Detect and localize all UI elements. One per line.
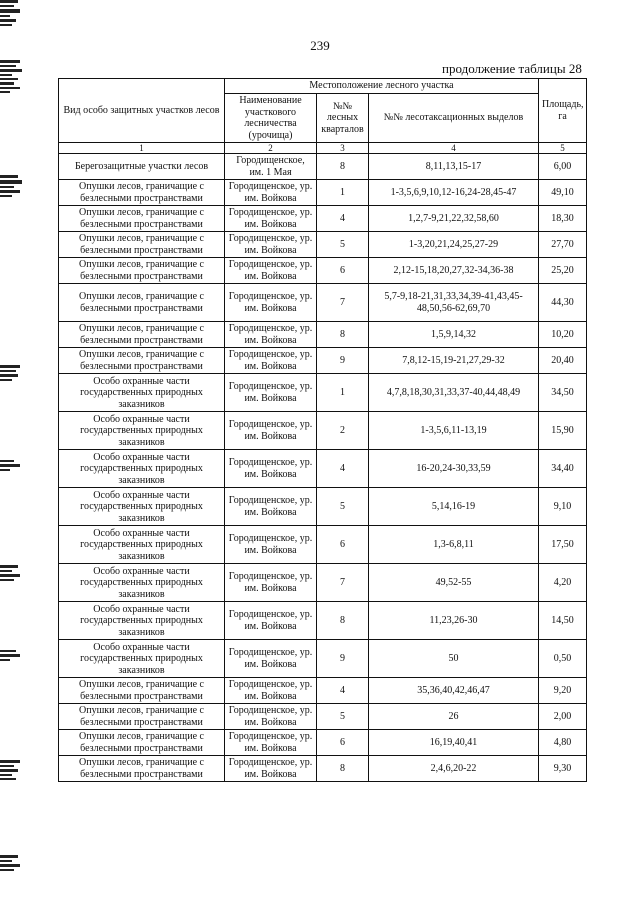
cell-protection-type: Опушки лесов, граничащие с безлесными пространствами bbox=[59, 258, 225, 284]
cell-protection-type: Опушки лесов, граничащие с безлесными пространствами bbox=[59, 730, 225, 756]
cell-quarter: 9 bbox=[317, 348, 369, 374]
cell-protection-type: Опушки лесов, граничащие с безлесными пространствами bbox=[59, 232, 225, 258]
table-row bbox=[59, 450, 587, 488]
cell-protection-type: Особо охранные части государственных природных заказников bbox=[59, 488, 225, 526]
cell-area: 0,50 bbox=[539, 640, 587, 678]
cell-forestry: Городищенское, ур. им. Войкова bbox=[225, 322, 317, 348]
cell-area: 10,20 bbox=[539, 322, 587, 348]
table-row bbox=[59, 154, 587, 180]
table-body bbox=[59, 154, 587, 782]
column-number: 1 bbox=[59, 143, 225, 154]
cell-sections: 1-3,5,6,11-13,19 bbox=[369, 412, 539, 450]
scan-edge-artifact bbox=[0, 760, 22, 782]
cell-protection-type: Особо охранные части государственных природных заказников bbox=[59, 412, 225, 450]
cell-sections: 7,8,12-15,19-21,27,29-32 bbox=[369, 348, 539, 374]
cell-protection-type: Особо охранные части государственных природных заказников bbox=[59, 602, 225, 640]
table-row bbox=[59, 730, 587, 756]
cell-quarter: 5 bbox=[317, 488, 369, 526]
cell-area: 34,40 bbox=[539, 450, 587, 488]
cell-quarter: 6 bbox=[317, 258, 369, 284]
cell-forestry: Городищенское, ур. им. Войкова bbox=[225, 232, 317, 258]
cell-forestry: Городищенское, ур. им. Войкова bbox=[225, 258, 317, 284]
cell-quarter: 7 bbox=[317, 564, 369, 602]
cell-quarter: 7 bbox=[317, 284, 369, 322]
table-row bbox=[59, 348, 587, 374]
cell-area: 15,90 bbox=[539, 412, 587, 450]
scan-edge-artifact bbox=[0, 855, 22, 873]
cell-quarter: 1 bbox=[317, 374, 369, 412]
cell-quarter: 9 bbox=[317, 640, 369, 678]
cell-area: 44,30 bbox=[539, 284, 587, 322]
table-row bbox=[59, 206, 587, 232]
scan-edge-artifact bbox=[0, 175, 22, 199]
cell-sections: 2,4,6,20-22 bbox=[369, 756, 539, 782]
table-row bbox=[59, 258, 587, 284]
cell-forestry: Городищенское, ур. им. Войкова bbox=[225, 678, 317, 704]
cell-forestry: Городищенское, ур. им. Войкова bbox=[225, 284, 317, 322]
cell-quarter: 2 bbox=[317, 412, 369, 450]
cell-protection-type: Опушки лесов, граничащие с безлесными пространствами bbox=[59, 206, 225, 232]
cell-sections: 8,11,13,15-17 bbox=[369, 154, 539, 180]
cell-forestry: Городищенское, ур. им. Войкова bbox=[225, 526, 317, 564]
cell-quarter: 1 bbox=[317, 180, 369, 206]
cell-protection-type: Опушки лесов, граничащие с безлесными пространствами bbox=[59, 678, 225, 704]
column-number-row bbox=[59, 143, 587, 154]
cell-quarter: 6 bbox=[317, 526, 369, 564]
cell-area: 17,50 bbox=[539, 526, 587, 564]
cell-protection-type: Опушки лесов, граничащие с безлесными пространствами bbox=[59, 180, 225, 206]
table-row bbox=[59, 526, 587, 564]
cell-sections: 35,36,40,42,46,47 bbox=[369, 678, 539, 704]
table-row bbox=[59, 602, 587, 640]
cell-sections: 50 bbox=[369, 640, 539, 678]
scan-edge-artifact bbox=[0, 60, 22, 95]
table-row bbox=[59, 488, 587, 526]
table-row bbox=[59, 704, 587, 730]
cell-protection-type: Опушки лесов, граничащие с безлесными пространствами bbox=[59, 348, 225, 374]
scan-edge-artifact bbox=[0, 650, 22, 663]
column-number: 2 bbox=[225, 143, 317, 154]
cell-area: 14,50 bbox=[539, 602, 587, 640]
table-row bbox=[59, 678, 587, 704]
cell-protection-type: Особо охранные части государственных природных заказников bbox=[59, 526, 225, 564]
cell-protection-type: Особо охранные части государственных природных заказников bbox=[59, 564, 225, 602]
cell-forestry: Городищенское, ур. им. Войкова bbox=[225, 640, 317, 678]
cell-protection-type: Особо охранные части государственных природных заказников bbox=[59, 374, 225, 412]
cell-forestry: Городищенское, им. 1 Мая bbox=[225, 154, 317, 180]
cell-sections: 16,19,40,41 bbox=[369, 730, 539, 756]
cell-sections: 5,7-9,18-21,31,33,34,39-41,43,45-48,50,56-62,69,70 bbox=[369, 284, 539, 322]
column-number: 3 bbox=[317, 143, 369, 154]
table-row bbox=[59, 180, 587, 206]
cell-quarter: 4 bbox=[317, 678, 369, 704]
cell-area: 4,20 bbox=[539, 564, 587, 602]
cell-forestry: Городищенское, ур. им. Войкова bbox=[225, 602, 317, 640]
cell-area: 4,80 bbox=[539, 730, 587, 756]
table-row bbox=[59, 232, 587, 258]
cell-sections: 26 bbox=[369, 704, 539, 730]
cell-protection-type: Особо охранные части государственных природных заказников bbox=[59, 450, 225, 488]
cell-forestry: Городищенское, ур. им. Войкова bbox=[225, 730, 317, 756]
header-sections: №№ лесотаксационных выделов bbox=[369, 94, 539, 143]
scan-edge-artifact bbox=[0, 365, 22, 383]
header-forestry: Наименование участкового лесничества (урочища) bbox=[225, 94, 317, 143]
cell-protection-type: Опушки лесов, граничащие с безлесными пространствами bbox=[59, 756, 225, 782]
header-area: Площадь, га bbox=[539, 79, 587, 143]
cell-forestry: Городищенское, ур. им. Войкова bbox=[225, 206, 317, 232]
cell-forestry: Городищенское, ур. им. Войкова bbox=[225, 756, 317, 782]
cell-protection-type: Опушки лесов, граничащие с безлесными пространствами bbox=[59, 284, 225, 322]
cell-sections: 4,7,8,18,30,31,33,37-40,44,48,49 bbox=[369, 374, 539, 412]
cell-sections: 1,5,9,14,32 bbox=[369, 322, 539, 348]
header-quarters: №№ лесных кварталов bbox=[317, 94, 369, 143]
cell-quarter: 8 bbox=[317, 322, 369, 348]
cell-forestry: Городищенское, ур. им. Войкова bbox=[225, 704, 317, 730]
cell-area: 34,50 bbox=[539, 374, 587, 412]
cell-sections: 1,2,7-9,21,22,32,58,60 bbox=[369, 206, 539, 232]
cell-sections: 5,14,16-19 bbox=[369, 488, 539, 526]
cell-quarter: 5 bbox=[317, 704, 369, 730]
cell-area: 9,30 bbox=[539, 756, 587, 782]
scan-edge-artifact bbox=[0, 460, 22, 473]
cell-sections: 49,52-55 bbox=[369, 564, 539, 602]
table-row bbox=[59, 756, 587, 782]
cell-area: 2,00 bbox=[539, 704, 587, 730]
cell-protection-type: Особо охранные части государственных природных заказников bbox=[59, 640, 225, 678]
cell-quarter: 4 bbox=[317, 206, 369, 232]
table-continuation-caption: продолжение таблицы 28 bbox=[442, 61, 582, 76]
cell-protection-type: Опушки лесов, граничащие с безлесными пространствами bbox=[59, 322, 225, 348]
scan-edge-artifact bbox=[0, 565, 22, 583]
cell-sections: 16-20,24-30,33,59 bbox=[369, 450, 539, 488]
cell-sections: 2,12-15,18,20,27,32-34,36-38 bbox=[369, 258, 539, 284]
cell-forestry: Городищенское, ур. им. Войкова bbox=[225, 412, 317, 450]
table-row bbox=[59, 412, 587, 450]
cell-area: 9,20 bbox=[539, 678, 587, 704]
column-number: 5 bbox=[539, 143, 587, 154]
cell-area: 49,10 bbox=[539, 180, 587, 206]
header-type: Вид особо защитных участков лесов bbox=[59, 79, 225, 143]
cell-area: 9,10 bbox=[539, 488, 587, 526]
cell-area: 18,30 bbox=[539, 206, 587, 232]
protective-forest-areas-table bbox=[58, 78, 587, 782]
cell-forestry: Городищенское, ур. им. Войкова bbox=[225, 488, 317, 526]
header-location-group: Местоположение лесного участка bbox=[225, 79, 539, 94]
scan-edge-artifact bbox=[0, 0, 22, 28]
cell-protection-type: Опушки лесов, граничащие с безлесными пространствами bbox=[59, 704, 225, 730]
cell-area: 20,40 bbox=[539, 348, 587, 374]
table-row bbox=[59, 322, 587, 348]
cell-area: 25,20 bbox=[539, 258, 587, 284]
cell-forestry: Городищенское, ур. им. Войкова bbox=[225, 374, 317, 412]
cell-sections: 1-3,5,6,9,10,12-16,24-28,45-47 bbox=[369, 180, 539, 206]
cell-quarter: 4 bbox=[317, 450, 369, 488]
cell-sections: 11,23,26-30 bbox=[369, 602, 539, 640]
cell-area: 27,70 bbox=[539, 232, 587, 258]
cell-area: 6,00 bbox=[539, 154, 587, 180]
table-row bbox=[59, 564, 587, 602]
cell-protection-type: Берегозащитные участки лесов bbox=[59, 154, 225, 180]
cell-quarter: 8 bbox=[317, 756, 369, 782]
table-row bbox=[59, 284, 587, 322]
cell-forestry: Городищенское, ур. им. Войкова bbox=[225, 348, 317, 374]
cell-quarter: 8 bbox=[317, 602, 369, 640]
table-row bbox=[59, 640, 587, 678]
cell-sections: 1,3-6,8,11 bbox=[369, 526, 539, 564]
page-number: 239 bbox=[310, 38, 330, 53]
table-row bbox=[59, 374, 587, 412]
cell-quarter: 6 bbox=[317, 730, 369, 756]
cell-sections: 1-3,20,21,24,25,27-29 bbox=[369, 232, 539, 258]
cell-forestry: Городищенское, ур. им. Войкова bbox=[225, 450, 317, 488]
cell-quarter: 8 bbox=[317, 154, 369, 180]
column-number: 4 bbox=[369, 143, 539, 154]
cell-forestry: Городищенское, ур. им. Войкова bbox=[225, 180, 317, 206]
cell-forestry: Городищенское, ур. им. Войкова bbox=[225, 564, 317, 602]
cell-quarter: 5 bbox=[317, 232, 369, 258]
